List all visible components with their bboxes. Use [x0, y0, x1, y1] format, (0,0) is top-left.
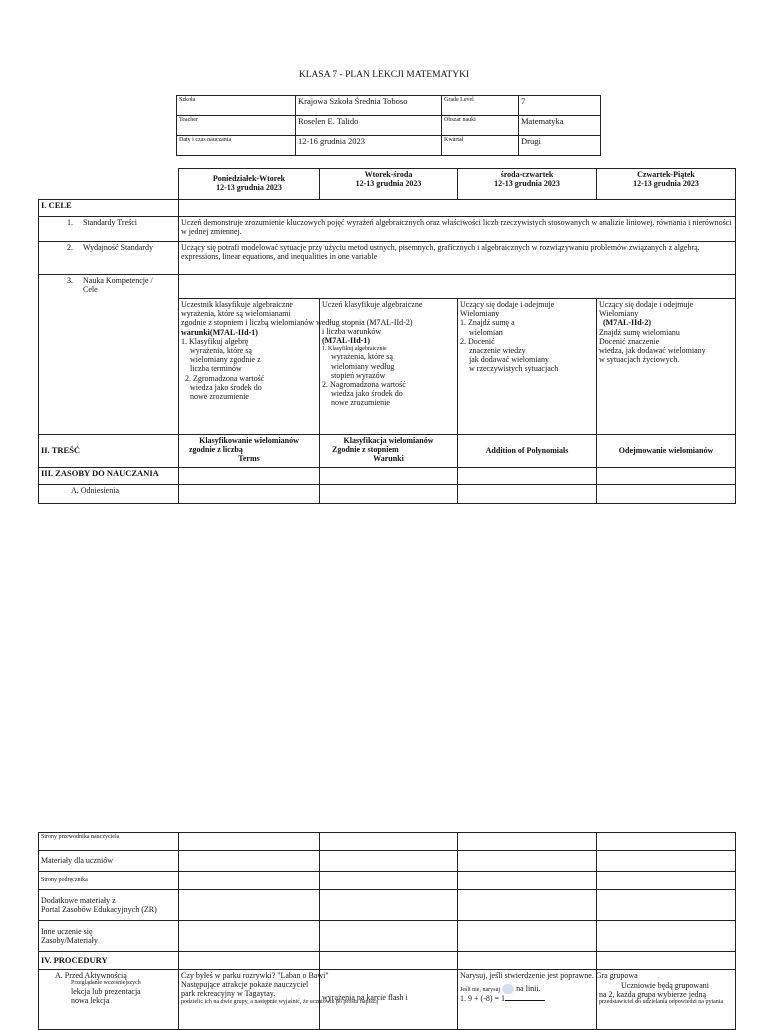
proc3-line — [460, 994, 594, 1003]
cell — [320, 890, 458, 921]
tresc-col-1 — [179, 435, 320, 468]
cell — [597, 890, 736, 921]
proc1-line: park rekreacyjny w Tagaytay. — [181, 989, 276, 999]
comp3-line: Wielomiany — [460, 309, 500, 319]
day-date-2: 12-13 grudnia 2023 — [355, 179, 422, 189]
learner-materials-label: Materiały dla uczniów — [39, 851, 179, 872]
performance-label: Wydajność Standardy — [83, 243, 153, 252]
textbook-pages-label: Strony podręcznika — [39, 872, 179, 890]
comp4-line: Docenić znaczenie — [599, 336, 660, 346]
grade-label: Grade Level — [442, 96, 519, 116]
proc2-line: wyrażenia na karcie flash i — [322, 993, 408, 1002]
comp4-line: Uczący się dodaje i odejmuje — [599, 300, 694, 309]
standards-label-cell — [39, 217, 179, 242]
proc3-line-2 — [460, 984, 594, 994]
cell — [458, 833, 597, 851]
tresc-col-2 — [320, 435, 458, 468]
lr-portal-line-1: Dodatkowe materiały z — [41, 895, 116, 905]
other-resources-line-2: Zasoby/Materiały — [41, 936, 98, 945]
day-header-4 — [597, 169, 736, 200]
quarter-value: Drugi — [519, 136, 601, 156]
comp2-line: stopień wyrazów — [331, 370, 386, 380]
proc-a-sub: Przeglądanie wcześniejszych — [71, 980, 141, 987]
proc-a-label: A. Przed Aktywnością — [55, 971, 127, 980]
quarter-label: Kwartał — [442, 136, 519, 156]
lr-portal-label — [39, 890, 179, 921]
day-name-1: Poniedziałek-Wtorek — [212, 174, 286, 183]
comp3-line: wielomian — [469, 327, 503, 337]
competencies-col-4 — [597, 299, 736, 435]
cell — [320, 921, 458, 952]
comp3-line: w rzeczywistych sytuacjach — [469, 364, 559, 374]
day-name-4: Czwartek-Piątek — [637, 170, 695, 179]
other-resources-line-1: Inne uczenie się — [41, 926, 93, 936]
comp2-line: 1. Klasyfikuj algebraicznie — [322, 345, 387, 352]
tresc-col-3: Addition of Polynomials — [458, 435, 597, 468]
competencies-col-3 — [458, 299, 597, 435]
comp1-line: wiedza jako środek do — [190, 382, 262, 392]
proc-a-line2: lekcja lub prezentacja — [71, 987, 141, 997]
cell — [179, 921, 320, 952]
comp1-line: 1. Klasyfikuj algebrę — [181, 336, 249, 346]
comp3-line: znaczenie wiedzy — [469, 345, 526, 355]
comp3-line: 2. Docenić — [460, 336, 495, 346]
tresc2-line: Zgodnie z stopniem — [332, 445, 399, 455]
cell — [179, 872, 320, 890]
proc1-line: podzielic ich na dwie grupy, a następnie wyjaśnić, że uczniowie po prostu napiszą — [181, 998, 378, 1005]
comp2-line: wyrażenia, które są — [331, 352, 393, 362]
day-date-4: 12-13 grudnia 2023 — [633, 179, 699, 189]
proc3-line: Narysuj, jeśli stwierdzenie jest poprawne. Gra grupowa — [460, 971, 638, 980]
comp4-line: Znajdź sumę wielomianu — [599, 327, 680, 337]
ref-cell-2 — [320, 485, 458, 504]
comp2-line: Uczeń klasyfikuje algebraiczne — [322, 300, 423, 309]
cell — [179, 833, 320, 851]
cell — [179, 952, 320, 970]
school-label: Szkoła — [177, 96, 296, 116]
standards-text: Uczeń demonstruje zrozumienie kluczowych pojęć wyrażeń algebraicznych oraz właściwości liczb rzeczywistych stosowanych w analizie liniowej. równania i nierówności w jednej zmiennej. — [179, 217, 736, 242]
performance-text: Uczący się potrafi modelować sytuacje przy użyciu metod ustnych, pisemnych, graficznych i algebraicznych w rozwiązywaniu problemów związanych z algebrą. expressions, linear equations, and inequalities in one variable — [179, 242, 736, 275]
cell — [320, 851, 458, 872]
ref-cell-3 — [458, 485, 597, 504]
proc-a-label-cell — [39, 970, 179, 1030]
document-title: KLASA 7 - PLAN LEKCJI MATEMATYKI — [298, 70, 470, 80]
zasoby-section-header: III. ZASOBY DO NAUCZANIA — [39, 468, 179, 485]
cell — [320, 952, 458, 970]
school-value: Krajowa Szkoła Średnia Toboso — [296, 96, 442, 116]
comp2-line: 2. Nagromadzona wartość — [322, 380, 406, 390]
zasoby-fill-3 — [458, 468, 597, 485]
tresc2-line: Klasyfikacja wielomianów — [343, 436, 434, 445]
day-date-3: 12-13 grudnia 2023 — [494, 179, 560, 189]
comp4-line: w sytuacjach życiowych. — [599, 355, 680, 365]
performance-label-cell — [39, 242, 179, 275]
comp1-line: wyrażenia, które są wielomianami — [181, 309, 291, 319]
tresc1-line: Klasyfikowanie wielomianów — [199, 436, 299, 445]
smiley-icon — [502, 984, 514, 994]
dates-value: 12-16 grudnia 2023 — [296, 136, 442, 156]
cell — [458, 851, 597, 872]
tresc2-line: Warunki — [373, 454, 404, 464]
proc-col-3 — [458, 970, 638, 1030]
cell — [179, 851, 320, 872]
lesson-plan-table — [38, 168, 736, 504]
comp2-line: (M7AL-IId-1) — [322, 336, 370, 346]
cell — [458, 872, 597, 890]
references-label: A. Odniesienia — [39, 485, 179, 504]
proc3-line2-text: Jeśli nie, narysuj — [460, 987, 501, 994]
cell — [597, 833, 736, 851]
proc-a-line3: nowa lekcja — [71, 996, 110, 1006]
zasoby-fill-1 — [179, 468, 320, 485]
competencies-label: Nauka Kompetencje / Cele — [83, 276, 153, 295]
answer-blank[interactable] — [505, 1000, 545, 1001]
grade-value: 7 — [519, 96, 601, 116]
comp4-line: Wielomiany — [599, 309, 639, 319]
proc4-line: na 2, każda grupa wybierze jedną — [599, 990, 707, 1000]
teacher-label: Teacher — [177, 116, 296, 136]
comp3-line: jak dodawać wielomiany — [469, 355, 549, 365]
comp1-line: 2. Zgromadzona wartość — [185, 373, 265, 383]
proc3-line3-text: 1. 9 + (-8) = 1 — [460, 994, 506, 1004]
competencies-num: 3. — [67, 276, 73, 285]
comp1-line: nowe zrozumienie — [190, 391, 249, 401]
cell — [458, 952, 597, 970]
cele-header-fill — [179, 200, 736, 217]
zasoby-fill-4 — [597, 468, 736, 485]
proc3-line2-end: na linii. — [516, 984, 541, 994]
day-name-2: Wtorek-środa — [364, 170, 413, 179]
standards-num: 1. — [67, 218, 73, 227]
page2-table — [38, 832, 736, 1030]
area-label: Obszar nauki — [442, 116, 519, 136]
comp3-line: Uczący się dodaje i odejmuje — [460, 300, 555, 309]
zasoby-fill-2 — [320, 468, 458, 485]
cell — [597, 921, 736, 952]
comp2-line: nowe zrozumienie — [331, 398, 390, 408]
cele-section-header: I. CELE — [39, 200, 179, 217]
header-blank-cell — [39, 169, 179, 200]
day-header-1 — [179, 169, 320, 200]
proc2-gap — [322, 971, 455, 993]
comp1-line: liczba terminów — [190, 364, 242, 374]
comp2-line: i liczba warunków — [322, 327, 382, 337]
teacher-value: Roselen E. Talido — [296, 116, 442, 136]
tresc1-line: Terms — [238, 454, 260, 464]
comp1-line: wielomiany zgodnie z — [190, 355, 261, 365]
comp2-line: wielomiany według — [331, 361, 395, 371]
cell — [597, 851, 736, 872]
comp1-line: zgodnie z stopniem i liczbą wielomianów według stopnia (M7AL-IId-2) — [181, 318, 413, 328]
competencies-label-cell — [39, 275, 179, 435]
cell — [179, 890, 320, 921]
area-value: Matematyka — [519, 116, 601, 136]
day-name-3: środa-czwartek — [500, 170, 554, 179]
day-date-1: 12-13 grudnia 2023 — [216, 183, 282, 193]
tresc1-line: zgodnie z liczbą — [189, 445, 243, 455]
cell — [597, 872, 736, 890]
day-header-3 — [458, 169, 597, 200]
cell — [458, 890, 597, 921]
tresc-section-header: II. TREŚĆ — [39, 435, 179, 468]
info-table — [176, 95, 601, 156]
proc1-line: Czy byłeś w parku rozrywki? "Laban o Bawi" — [181, 971, 329, 980]
comp1-line: wyrażenia, które są — [190, 345, 252, 355]
comp1-line: warunki(M7AL-IId-1) — [181, 327, 258, 337]
proc1-line: Następujące atrakcje pokaże nauczyciel — [181, 980, 309, 990]
comp1-line: Uczestnik klasyfikuje algebraiczne — [181, 300, 293, 309]
lr-portal-line-2: Portal Zasobów Edukacyjnych (ZR) — [41, 905, 157, 914]
cell — [320, 872, 458, 890]
ref-cell-4 — [597, 485, 736, 504]
day-header-2 — [320, 169, 458, 200]
comp4-line: (M7AL-IId-2) — [603, 318, 651, 328]
cell — [320, 833, 458, 851]
cell — [458, 921, 597, 952]
dates-label: Daty i czas nauczania — [177, 136, 296, 156]
comp3-line: 1. Znajdź sumę a — [460, 318, 515, 328]
comp2-line: wiedza jako środek do — [331, 389, 403, 399]
cell — [597, 952, 736, 970]
comp4-line: wiedza, jak dodawać wielomiany — [599, 345, 706, 355]
tresc-col-4: Odejmowanie wielomianów — [597, 435, 736, 468]
proc4-line: Uczniowie będą grupowani — [621, 981, 709, 990]
proc4-line: przedstawiciel do udzielania odpowiedzi na pytania — [599, 999, 724, 1006]
standards-label: Standardy Treści — [83, 218, 137, 227]
other-resources-label — [39, 921, 179, 952]
teacher-guide-pages-label: Strony przewodnika nauczyciela — [39, 833, 179, 851]
procedury-section-header: IV. PROCEDURY — [39, 952, 179, 970]
ref-cell-1 — [179, 485, 320, 504]
competencies-blank — [179, 275, 736, 299]
performance-num: 2. — [67, 243, 73, 252]
